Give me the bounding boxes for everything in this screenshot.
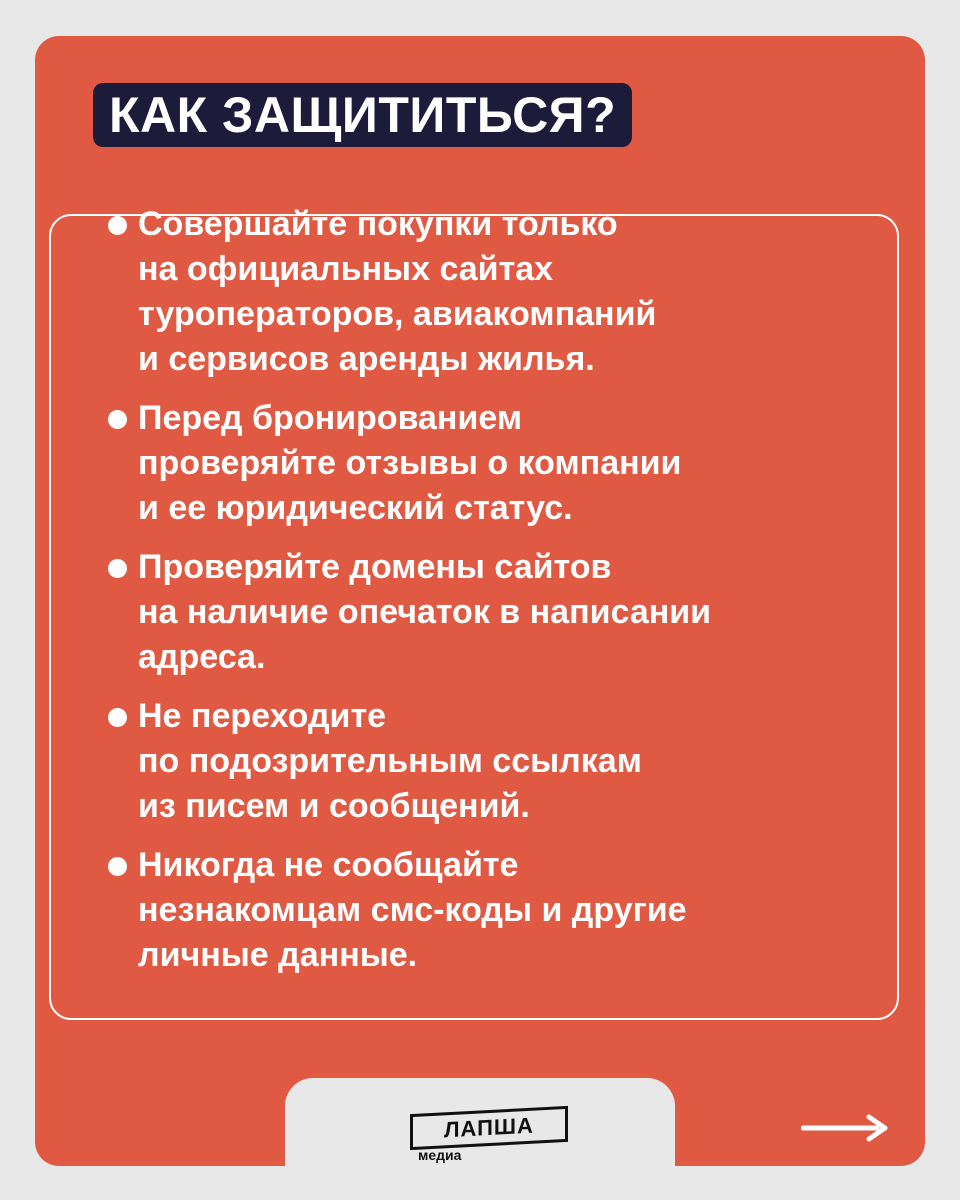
bullet-icon (108, 559, 127, 578)
page-title: КАК ЗАЩИТИТЬСЯ? (109, 87, 617, 143)
bullet-icon (108, 410, 127, 429)
tip-text: Проверяйте домены сайтов на наличие опечаток в написании адреса. (138, 548, 712, 676)
tip-text: Совершайте покупки только на официальных сайтах туроператоров, авиакомпаний и сервисов аренды жилья. (138, 205, 657, 378)
tip-text: Не переходите по подозрительным ссылкам из писем и сообщений. (138, 697, 642, 825)
list-item (108, 843, 848, 978)
list-item (108, 202, 848, 382)
tips-list (108, 202, 848, 992)
logo-subtitle: медиа (418, 1147, 462, 1163)
arrow-right-icon[interactable] (801, 1110, 891, 1146)
bullet-icon (108, 216, 127, 235)
bullet-icon (108, 708, 127, 727)
logo-frame (410, 1106, 568, 1150)
bullet-icon (108, 857, 127, 876)
list-item (108, 396, 848, 531)
title-badge (93, 83, 632, 147)
logo-wordmark: ЛАПША (444, 1112, 534, 1143)
tip-text: Никогда не сообщайте незнакомцам смс-коды и другие личные данные. (138, 846, 687, 974)
brand-logo[interactable] (410, 1110, 570, 1170)
tip-text: Перед бронированием проверяйте отзывы о компании и ее юридический статус. (138, 399, 682, 527)
list-item (108, 694, 848, 829)
list-item (108, 545, 848, 680)
